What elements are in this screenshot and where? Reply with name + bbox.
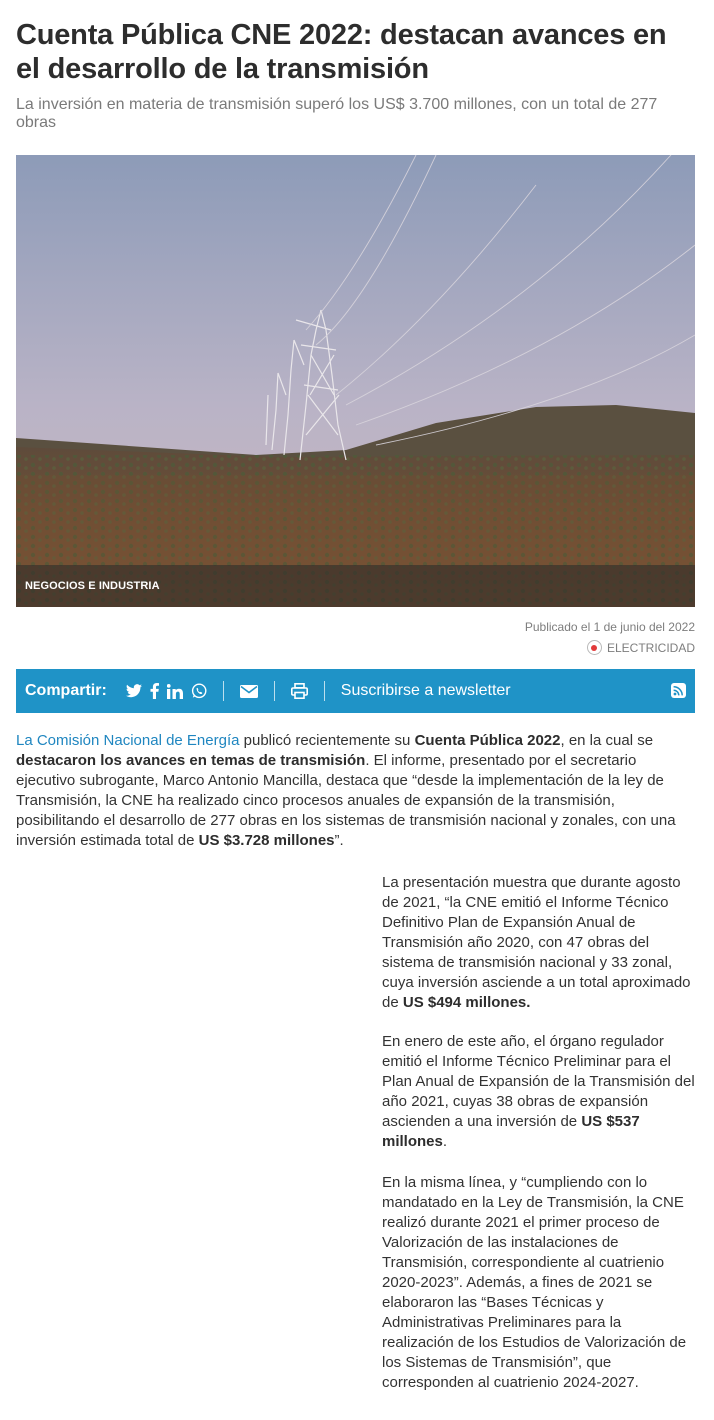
linkedin-icon[interactable]: [167, 684, 183, 699]
cne-link[interactable]: La Comisión Nacional de Energía: [16, 732, 240, 749]
share-icons: [126, 681, 511, 701]
body-paragraph-1: La presentación muestra que durante agosto de 2021, “la CNE emitió el Informe Técnico Definitivo Plan de Expansión Anual de Transmisión año 2020, con 47 obras del sistema de transmisión nacional y 33 zonal, cuya inversión asciende a un total aproximado de US $494 millones.: [382, 874, 691, 1011]
share-divider: [274, 681, 275, 701]
publish-date: Publicado el 1 de junio del 2022: [524, 620, 695, 634]
facebook-icon[interactable]: [150, 683, 159, 699]
article-subtitle: La inversión en materia de transmisión superó los US$ 3.700 millones, con un total de 277 obras: [16, 96, 658, 131]
power-lines-landscape-photo: [16, 155, 695, 607]
share-divider: [324, 681, 325, 701]
newsletter-link[interactable]: Suscribirse a newsletter: [340, 682, 511, 699]
article-title: Cuenta Pública CNE 2022: destacan avances en el desarrollo de la transmisión: [16, 19, 667, 85]
share-divider: [223, 681, 224, 701]
tag-label[interactable]: ELECTRICIDAD: [606, 640, 695, 655]
share-label: Compartir:: [25, 682, 107, 699]
category-label[interactable]: NEGOCIOS E INDUSTRIA: [25, 580, 160, 592]
share-bar: [16, 669, 695, 713]
print-icon[interactable]: [291, 683, 308, 699]
twitter-icon[interactable]: [126, 684, 142, 698]
body-paragraph-3: En la misma línea, y “cumpliendo con lo mandatado en la Ley de Transmisión, la CNE realizó durante 2021 el primer proceso de Valorización de las instalaciones de Transmisión, correspondiente al cuatrienio 2020-2023”. Además, a fines de 2021 se elaboraron las “Bases Técnicas y Administrativas Preliminares para la realización de los Estudios de Valorización de los Sistemas de Transmisión”, que corresponden al cuatrienio 2024-2027.: [382, 1174, 687, 1391]
hero-image: [16, 155, 695, 607]
tag-electricidad[interactable]: [587, 640, 695, 655]
tag-dot-icon: [587, 640, 602, 655]
email-icon[interactable]: [240, 685, 258, 698]
whatsapp-icon[interactable]: [191, 683, 207, 699]
body-paragraph-2: En enero de este año, el órgano regulador emitió el Informe Técnico Preliminar para el Plan Anual de Expansión de la Transmisión del año 2021, cuyas 38 obras de expansión ascienden a una inversión de US $537 millones.: [382, 1033, 695, 1150]
category-caption-bar: [16, 565, 695, 607]
rss-icon[interactable]: [671, 683, 686, 698]
lead-paragraph: La Comisión Nacional de Energía publicó recientemente su Cuenta Pública 2022, en la cual se destacaron los avances en temas de transmisión. El informe, presentado por el secretario ejecutivo subrogante, Marco Antonio Mancilla, destaca que “desde la implementación de la ley de Transmisión, la CNE ha realizado cinco procesos anuales de expansión de la transmisión, posibilitando el desarrollo de 277 obras en los sistemas de transmisión nacional y zonales, con una inversión estimada total de US $3.728 millones”.: [16, 732, 676, 849]
